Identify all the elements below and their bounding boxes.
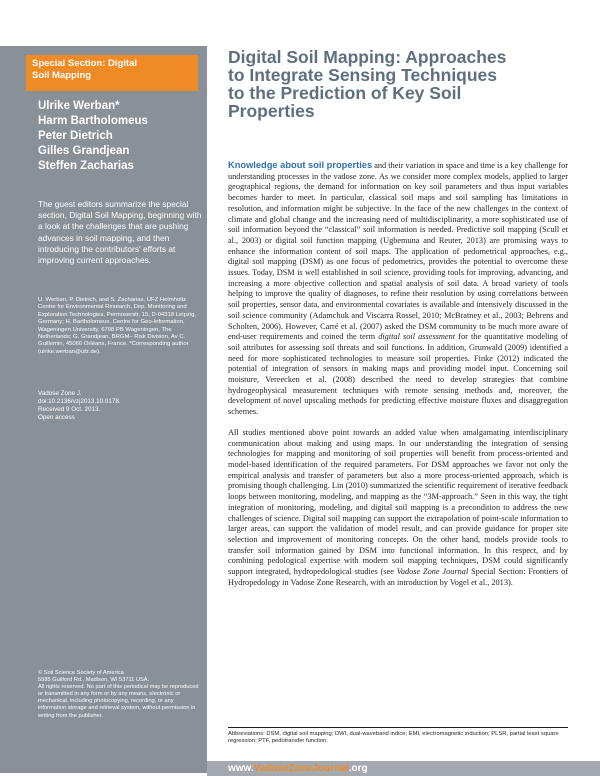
title-line: to the Prediction of Key Soil bbox=[228, 83, 462, 103]
copyright-notice bbox=[38, 670, 203, 720]
link-prefix: www. bbox=[228, 763, 254, 774]
access-status: Open access bbox=[38, 414, 75, 421]
paragraph bbox=[228, 428, 568, 589]
author-name: Harm Bartholomeus bbox=[38, 115, 148, 127]
copyright-holder: © Soil Science Society of America bbox=[38, 670, 124, 676]
doi[interactable]: doi:10.2136/vzj2013.10.0178. bbox=[38, 398, 121, 405]
copyright-rights: All rights reserved. No part of this periodical may be reproduced or transmitted in any form or by any means, electronic or mechanical, including photocopying, recording, or any information storage and retrieval system, without permission in writing from the publisher. bbox=[38, 684, 199, 719]
italic-term: digital soil assessment bbox=[378, 332, 456, 342]
author-name: Gilles Grandjean bbox=[38, 145, 130, 157]
copyright-address: 5585 Guilford Rd., Madison, WI 53711 USA. bbox=[38, 677, 150, 684]
section-label-line: Special Section: Digital bbox=[32, 58, 138, 69]
lead-phrase: Knowledge about soil properties bbox=[228, 160, 373, 170]
paragraph-text: and their variation in space and time is a key challenge for understanding processes in the vadose zone. As we consider more complex models, applied to larger geographical regions, the demand for information on key soil parameters and thus input variables becomes harder to meet. In particular, classical soil maps and soil sampling has limitations in resolution, and information might be subjective. In the face of the new challenges in the context of climate and global change and the increasing need of multidisciplinarity, a more sophisticated use of soil information beyond the “classical” soil information is needed. Predictive soil mapping (Scull et al., 2003) or digital soil function mapping (Ugbemuna and Reuter, 2013) are promising ways to enhance the information content of soil maps. The application of pedometrical approaches, e.g., digital soil mapping (DSM) as one focus of pedometrics, provides the potential to overcome these issues. Today, DSM is well established in soil science, providing tools for improving, advancing, and increasing a more objective collection and spatial analysis of soil data. A broad variety of tools helping to improve the quality of diagnoses, to refine their resolution by using correlations between soil properties, sensor data, and environmental covariates is available and intensively discussed in the soil science community (Adamchuk and Viscarra Rossel, 2010; McBratney et al., 2003; Behrens and Scholten, 2006). However, Carré et al. (2007) asked the DSM community to be much more aware of end-user requirements and coined the term bbox=[228, 161, 568, 342]
paragraph-text: Special Section: Frontiers of Hydropedology in Vadose Zone Research, with an introduction by Vogel et al., 2013). bbox=[228, 567, 569, 587]
journal-info bbox=[38, 390, 203, 422]
received-date: Received 9 Oct. 2013. bbox=[38, 406, 101, 413]
abbreviations-footnote: Abbreviations: DSM, digital soil mapping; DWI, dual-waveband indice; EMI, electromagnetic induction; PLSR, partial least square regression; PTF, pedotransfer function. bbox=[228, 727, 568, 746]
journal-name: Vadose Zone J. bbox=[38, 390, 82, 397]
title-line: Properties bbox=[228, 101, 315, 121]
author-list bbox=[38, 99, 203, 174]
author-affiliations: U. Werban, P. Dietrich, and S. Zacharias, UFZ Helmholtz Centre for Environmental Research, Dep. Monitoring and Exploration Technologies, Permoserstr. 15, D-04318 Leipzig, Germany; H. Bartholomeus, Centre for Geo-Information, Wageningen University, 6708 PB Wageningen, The Netherlands; G. Grandjean, BRGM– Risk Division, Av C. Guillemin, 45060 Orléans, France. *Corresponding author (ulrike.werban@ufz.de). bbox=[38, 297, 197, 355]
editor-summary: The guest editors summarize the special section, Digital Soil Mapping, beginning with a look at the challenges that are pushing advances in soil mapping, and then introducing the contributors' efforts at improving current approaches. bbox=[38, 199, 202, 266]
paragraph-text: All studies mentioned above point towards an added value when amalgamating interdisciplinary communication about making and using maps. In our understanding the integration of sensing technologies for mapping and monitoring of soil properties will benefit from process-oriented and model-based identification of the required parameters. For DSM approaches we favor not only the empirical analysis and transfer of parameters but also a more process-oriented approach, which is promising though challenging. Lin (2010) summarized the scientific requirement of iterative feedback loops between monitoring, modeling, and mapping as the “3M-approach.” Seen in this way, the tight integration of monitoring, modeling, and digital soil mapping is a precondition to address the new challenges of science. Digital soil mapping can support the extrapolation of point-scale information to larger areas, can support the validation of model result, and can provide guidance for proper site selection and improvement of monitoring concepts. On the other hand, models provide tools to transfer soil information gained by DSM into functional information. In this respect, and by combining pedological expertise with modern soil mapping techniques, DSM could significantly support integrated, hydropedological studies (see bbox=[228, 427, 568, 577]
paragraph bbox=[228, 160, 568, 418]
author-name: Ulrike Werban* bbox=[38, 100, 120, 112]
title-line: Digital Soil Mapping: Approaches bbox=[228, 47, 507, 67]
title-line: to Integrate Sensing Techniques bbox=[228, 65, 498, 85]
journal-website-link[interactable] bbox=[228, 763, 368, 775]
author-name: Peter Dietrich bbox=[38, 130, 113, 142]
link-site: VadoseZoneJournal bbox=[253, 763, 349, 774]
article-body bbox=[228, 160, 568, 588]
italic-journal: Vadose Zone Journal bbox=[396, 567, 469, 577]
author-name: Steffen Zacharias bbox=[38, 160, 134, 172]
section-label bbox=[26, 55, 198, 91]
link-suffix: .org bbox=[348, 763, 368, 774]
paragraph-text: for the quantitative modeling of soil attributes for assessing soil threats and soil functions. In addition, Grunwald (2009) identified a need for more sophisticated technologies to measure soil properties. Finke (2012) indicated the potential of integration of sensors in making maps and providing model input. Concerning soil moisture, Vereecken et al. (2008) described the need to develop strategies that combine hydrogeophysical measurement techniques with remote sensing methods and, moreover, the development of novel upscaling methods for predicting effective moisture fluxes and disaggregation schemes. bbox=[228, 332, 568, 417]
article-title bbox=[228, 48, 568, 120]
section-label-line: Soil Mapping bbox=[32, 70, 92, 81]
